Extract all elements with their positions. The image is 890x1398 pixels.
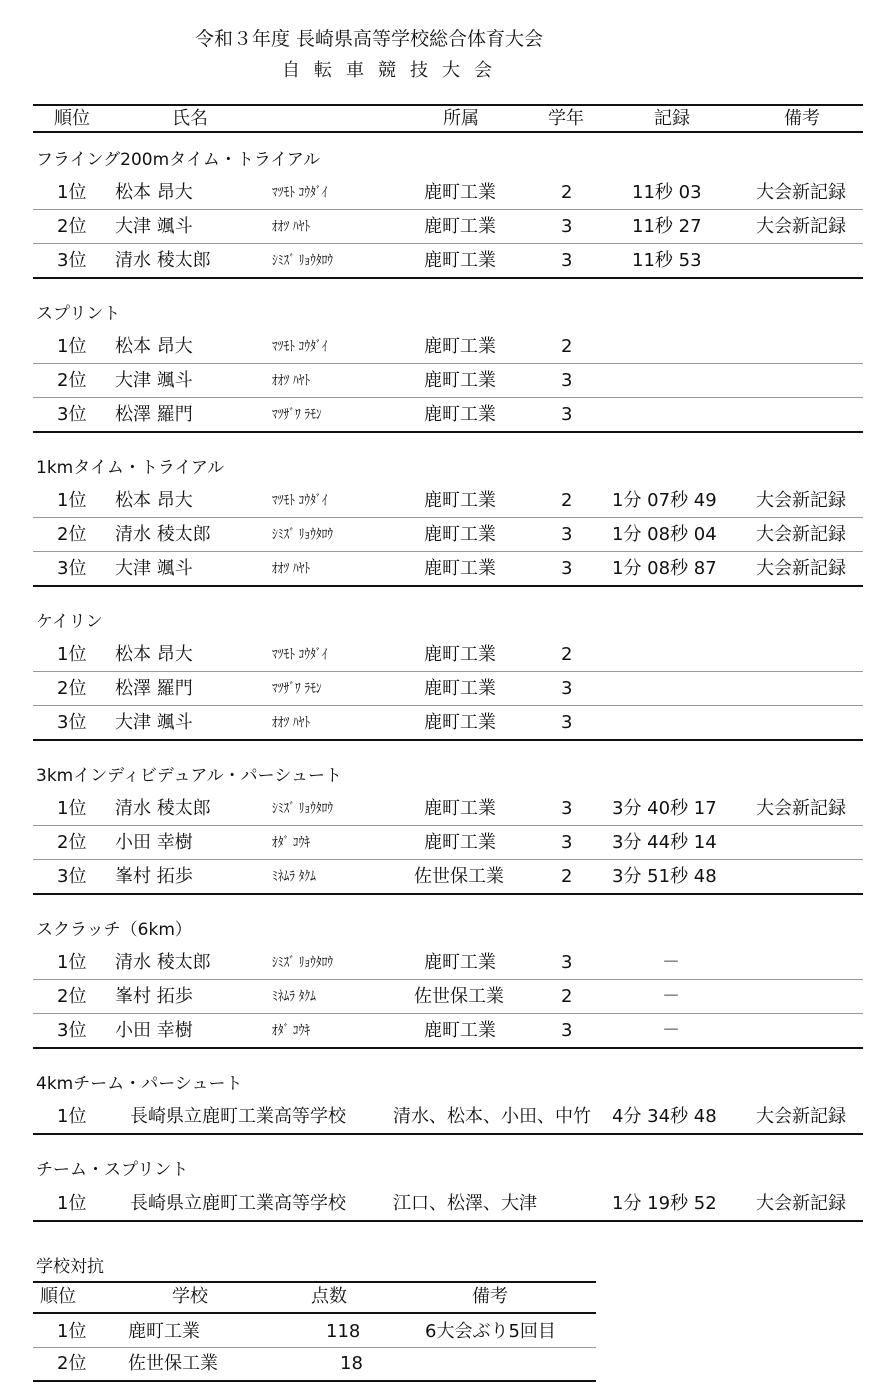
event-title: スプリント bbox=[36, 304, 121, 324]
event-grade: 3 bbox=[561, 1020, 573, 1041]
header-bottom-rule bbox=[33, 131, 863, 133]
event-rank: 3位 bbox=[57, 1020, 87, 1041]
event-record: 1分 08秒 04 bbox=[612, 524, 717, 545]
event-team: 鹿町工業 bbox=[424, 524, 496, 545]
event-rank: 1位 bbox=[57, 490, 87, 511]
standings-header-school: 学校 bbox=[172, 1286, 208, 1307]
standings-row-rule bbox=[33, 1347, 596, 1348]
team-event-rule bbox=[33, 1220, 863, 1222]
event-kana: ﾏﾂﾓﾄ ｺｳﾀﾞｲ bbox=[272, 493, 328, 509]
event-note: 大会新記録 bbox=[756, 182, 846, 203]
team-event-title: 4kmチーム・パーシュート bbox=[36, 1074, 243, 1094]
team-event-rank: 1位 bbox=[57, 1106, 87, 1127]
event-kana: ｵｵﾂ ﾊﾔﾄ bbox=[272, 561, 311, 577]
col-header-grade: 学年 bbox=[548, 108, 584, 129]
event-record: 3分 44秒 14 bbox=[612, 832, 717, 853]
event-team: 鹿町工業 bbox=[424, 250, 496, 271]
event-team: 鹿町工業 bbox=[424, 216, 496, 237]
event-title: 3kmインディビデュアル・パーシュート bbox=[36, 766, 342, 786]
col-header-name: 氏名 bbox=[172, 108, 208, 129]
event-team: 鹿町工業 bbox=[424, 490, 496, 511]
event-grade: 2 bbox=[561, 182, 573, 203]
event-kana: ﾏﾂｻﾞﾜ ﾗﾓﾝ bbox=[272, 681, 322, 697]
event-kana: ﾏﾂﾓﾄ ｺｳﾀﾞｲ bbox=[272, 339, 328, 355]
event-grade: 3 bbox=[561, 250, 573, 271]
event-grade: 3 bbox=[561, 712, 573, 733]
event-rank: 1位 bbox=[57, 644, 87, 665]
standings-school: 佐世保工業 bbox=[128, 1353, 218, 1374]
event-rank: 3位 bbox=[57, 404, 87, 425]
standings-note: 6大会ぶり5回目 bbox=[425, 1321, 556, 1342]
event-grade: 2 bbox=[561, 866, 573, 887]
team-event-rule bbox=[33, 1133, 863, 1135]
event-name: 小田 幸樹 bbox=[115, 832, 193, 853]
event-rank: 1位 bbox=[57, 952, 87, 973]
team-event-rank: 1位 bbox=[57, 1193, 87, 1214]
event-kana: ｼﾐｽﾞ ﾘｮｳﾀﾛｳ bbox=[272, 527, 334, 543]
event-name: 大津 颯斗 bbox=[115, 216, 193, 237]
event-name: 大津 颯斗 bbox=[115, 558, 193, 579]
event-team: 鹿町工業 bbox=[424, 952, 496, 973]
event-rank: 3位 bbox=[57, 250, 87, 271]
event-rank: 3位 bbox=[57, 866, 87, 887]
col-header-team: 所属 bbox=[443, 108, 479, 129]
event-record: 1分 07秒 49 bbox=[612, 490, 717, 511]
standings-school: 鹿町工業 bbox=[128, 1321, 200, 1342]
event-name: 松本 昂大 bbox=[115, 182, 193, 203]
event-row-rule bbox=[33, 209, 863, 210]
event-rank: 2位 bbox=[57, 832, 87, 853]
school-standings-title: 学校対抗 bbox=[36, 1257, 104, 1277]
event-record: 11秒 03 bbox=[632, 182, 702, 203]
col-header-note: 備考 bbox=[784, 108, 820, 129]
event-grade: 2 bbox=[561, 986, 573, 1007]
event-row-rule bbox=[33, 705, 863, 706]
event-rank: 1位 bbox=[57, 798, 87, 819]
event-team: 鹿町工業 bbox=[424, 678, 496, 699]
page-title: 令和３年度 長崎県高等学校総合体育大会 bbox=[195, 28, 544, 50]
event-kana: ｵｵﾂ ﾊﾔﾄ bbox=[272, 219, 311, 235]
event-grade: 2 bbox=[561, 336, 573, 357]
event-note: 大会新記録 bbox=[756, 558, 846, 579]
event-name: 大津 颯斗 bbox=[115, 712, 193, 733]
event-kana: ｼﾐｽﾞ ﾘｮｳﾀﾛｳ bbox=[272, 955, 334, 971]
event-row-rule bbox=[33, 397, 863, 398]
event-rank: 1位 bbox=[57, 182, 87, 203]
event-name: 松澤 羅門 bbox=[115, 404, 193, 425]
event-name: 峯村 拓歩 bbox=[115, 986, 193, 1007]
event-team: 鹿町工業 bbox=[424, 712, 496, 733]
event-kana: ﾐﾈﾑﾗ ﾀｸﾑ bbox=[272, 989, 316, 1005]
event-note: 大会新記録 bbox=[756, 524, 846, 545]
event-row-rule bbox=[33, 859, 863, 860]
event-row-rule bbox=[33, 517, 863, 518]
event-record: － bbox=[662, 986, 680, 1007]
event-kana: ｼﾐｽﾞ ﾘｮｳﾀﾛｳ bbox=[272, 253, 334, 269]
event-kana: ｼﾐｽﾞ ﾘｮｳﾀﾛｳ bbox=[272, 801, 334, 817]
event-name: 清水 稜太郎 bbox=[115, 250, 211, 271]
standings-header-rank: 順位 bbox=[40, 1286, 76, 1307]
event-grade: 3 bbox=[561, 798, 573, 819]
event-title: 1kmタイム・トライアル bbox=[36, 458, 225, 478]
event-kana: ﾏﾂｻﾞﾜ ﾗﾓﾝ bbox=[272, 407, 322, 423]
event-title: ケイリン bbox=[36, 612, 103, 632]
event-bottom-rule bbox=[33, 1047, 863, 1049]
event-grade: 3 bbox=[561, 558, 573, 579]
event-name: 松本 昂大 bbox=[115, 336, 193, 357]
event-name: 松本 昂大 bbox=[115, 644, 193, 665]
event-rank: 1位 bbox=[57, 336, 87, 357]
event-team: 鹿町工業 bbox=[424, 644, 496, 665]
event-bottom-rule bbox=[33, 739, 863, 741]
event-grade: 3 bbox=[561, 370, 573, 391]
event-team: 鹿町工業 bbox=[424, 798, 496, 819]
event-title: スクラッチ（6km） bbox=[36, 920, 192, 940]
standings-header-rule bbox=[33, 1312, 596, 1314]
team-event-record: 4分 34秒 48 bbox=[612, 1106, 717, 1127]
event-name: 小田 幸樹 bbox=[115, 1020, 193, 1041]
team-event-school: 長崎県立鹿町工業高等学校 bbox=[130, 1106, 346, 1127]
event-kana: ｵﾀﾞ ｺｳｷ bbox=[272, 1023, 311, 1039]
event-rank: 3位 bbox=[57, 712, 87, 733]
event-kana: ｵｵﾂ ﾊﾔﾄ bbox=[272, 373, 311, 389]
event-team: 鹿町工業 bbox=[424, 558, 496, 579]
team-event-record: 1分 19秒 52 bbox=[612, 1193, 717, 1214]
event-kana: ｵｵﾂ ﾊﾔﾄ bbox=[272, 715, 311, 731]
event-team: 鹿町工業 bbox=[424, 832, 496, 853]
event-kana: ﾏﾂﾓﾄ ｺｳﾀﾞｲ bbox=[272, 647, 328, 663]
event-grade: 3 bbox=[561, 216, 573, 237]
event-grade: 2 bbox=[561, 644, 573, 665]
event-record: － bbox=[662, 1020, 680, 1041]
standings-top-rule bbox=[33, 1281, 596, 1283]
event-name: 清水 稜太郎 bbox=[115, 524, 211, 545]
team-event-title: チーム・スプリント bbox=[36, 1160, 189, 1180]
event-team: 鹿町工業 bbox=[424, 404, 496, 425]
event-note: 大会新記録 bbox=[756, 216, 846, 237]
team-event-note: 大会新記録 bbox=[756, 1106, 846, 1127]
event-rank: 2位 bbox=[57, 216, 87, 237]
event-team: 佐世保工業 bbox=[414, 986, 504, 1007]
event-bottom-rule bbox=[33, 893, 863, 895]
event-team: 鹿町工業 bbox=[424, 336, 496, 357]
standings-rank: 1位 bbox=[57, 1321, 87, 1342]
event-row-rule bbox=[33, 825, 863, 826]
event-rank: 2位 bbox=[57, 524, 87, 545]
event-grade: 3 bbox=[561, 678, 573, 699]
event-kana: ｵﾀﾞ ｺｳｷ bbox=[272, 835, 311, 851]
event-note: 大会新記録 bbox=[756, 798, 846, 819]
standings-points: 18 bbox=[340, 1353, 363, 1374]
event-rank: 3位 bbox=[57, 558, 87, 579]
event-title: フライング200mタイム・トライアル bbox=[36, 150, 321, 170]
event-note: 大会新記録 bbox=[756, 490, 846, 511]
event-team: 鹿町工業 bbox=[424, 370, 496, 391]
event-row-rule bbox=[33, 1013, 863, 1014]
event-bottom-rule bbox=[33, 585, 863, 587]
event-grade: 3 bbox=[561, 404, 573, 425]
event-rank: 2位 bbox=[57, 986, 87, 1007]
team-event-note: 大会新記録 bbox=[756, 1193, 846, 1214]
team-event-members: 江口、松澤、大津 bbox=[393, 1193, 537, 1214]
event-record: 3分 51秒 48 bbox=[612, 866, 717, 887]
event-row-rule bbox=[33, 671, 863, 672]
standings-header-points: 点数 bbox=[311, 1286, 347, 1307]
event-record: 3分 40秒 17 bbox=[612, 798, 717, 819]
event-row-rule bbox=[33, 363, 863, 364]
col-header-record: 記録 bbox=[654, 108, 690, 129]
event-row-rule bbox=[33, 551, 863, 552]
event-grade: 2 bbox=[561, 490, 573, 511]
event-kana: ﾏﾂﾓﾄ ｺｳﾀﾞｲ bbox=[272, 185, 328, 201]
event-name: 松澤 羅門 bbox=[115, 678, 193, 699]
team-event-school: 長崎県立鹿町工業高等学校 bbox=[130, 1193, 346, 1214]
event-grade: 3 bbox=[561, 952, 573, 973]
event-name: 清水 稜太郎 bbox=[115, 798, 211, 819]
standings-rank: 2位 bbox=[57, 1353, 87, 1374]
event-bottom-rule bbox=[33, 277, 863, 279]
event-name: 松本 昂大 bbox=[115, 490, 193, 511]
team-event-members: 清水、松本、小田、中竹 bbox=[393, 1106, 591, 1127]
event-name: 清水 稜太郎 bbox=[115, 952, 211, 973]
event-name: 大津 颯斗 bbox=[115, 370, 193, 391]
event-record: 11秒 27 bbox=[632, 216, 702, 237]
page-subtitle: 自転車競技大会 bbox=[282, 60, 506, 81]
col-header-rank: 順位 bbox=[54, 108, 90, 129]
event-record: 1分 08秒 87 bbox=[612, 558, 717, 579]
event-name: 峯村 拓歩 bbox=[115, 866, 193, 887]
event-team: 佐世保工業 bbox=[414, 866, 504, 887]
standings-header-note: 備考 bbox=[472, 1286, 508, 1307]
event-row-rule bbox=[33, 243, 863, 244]
event-record: 11秒 53 bbox=[632, 250, 702, 271]
event-rank: 2位 bbox=[57, 678, 87, 699]
event-team: 鹿町工業 bbox=[424, 182, 496, 203]
event-team: 鹿町工業 bbox=[424, 1020, 496, 1041]
event-grade: 3 bbox=[561, 524, 573, 545]
event-record: － bbox=[662, 952, 680, 973]
event-row-rule bbox=[33, 979, 863, 980]
event-kana: ﾐﾈﾑﾗ ﾀｸﾑ bbox=[272, 869, 316, 885]
event-bottom-rule bbox=[33, 431, 863, 433]
event-rank: 2位 bbox=[57, 370, 87, 391]
standings-points: 118 bbox=[326, 1321, 361, 1342]
event-grade: 3 bbox=[561, 832, 573, 853]
standings-bottom-rule bbox=[33, 1380, 596, 1382]
header-top-rule bbox=[33, 104, 863, 106]
